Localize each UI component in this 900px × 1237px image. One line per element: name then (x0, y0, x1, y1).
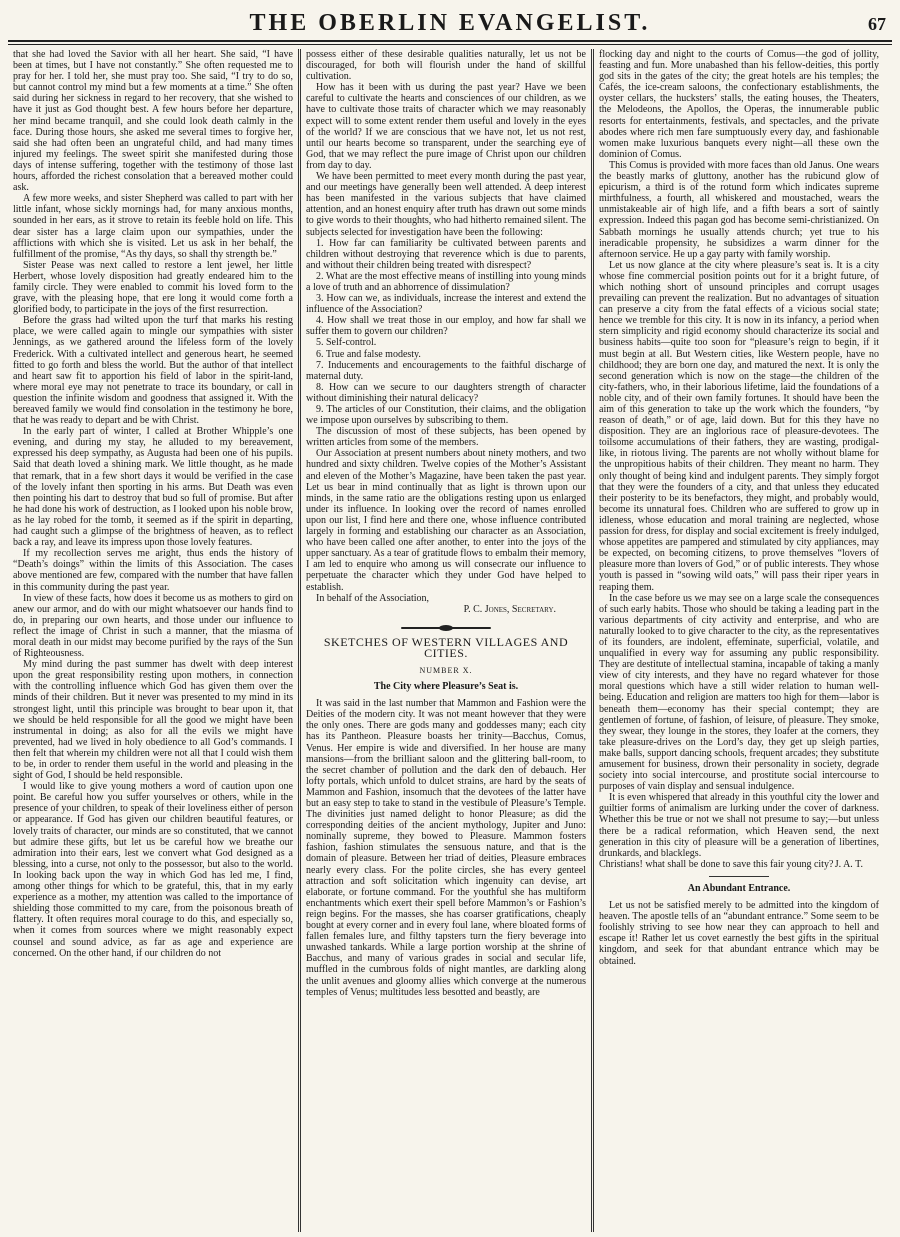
paragraph: Before the grass had wilted upon the turf that marks his resting place, we were called again to mingle our sympathies with sister Jennings, as we gathered around the lifeless form of the lovely Frederick. With a cultivated intellect and generous heart, he seemed fitted to go forth and bless the world. But the author of that intellect and heart saw fit to apportion his field of labor in the spirit-land, where moral eye may not penetrate to trace its boundary, or call in question the infinite wisdom and goodness that assigned it. With the bereaved family we would find consolation in the testimony he bore, that he was ready to depart and be with Christ. (13, 315, 293, 427)
masthead (8, 6, 892, 42)
paragraph: In view of these facts, how does it become us as mothers to gird on anew our armor, and do with our might whatsoever our hands find to do, in preparing our own hearts, and those under our influence to reflect the image of Christ in such a manner, that the miasma of moral death in our midst may become purified by the rays of the Sun of Righteousness. (13, 592, 293, 660)
paragraph: It was said in the last number that Mammon and Fashion were the Deities of the modern city. It was not meant however that they were the only ones. There are gods many and goddesses many; each city has its Pantheon. Pleasure boasts her trinity—Bacchus, Comus, Venus. Her empire is wide and diversified. In her house are many mansions—from the brilliant saloon and the glittering ball-room, to the secret chamber of pollution and the dark den of debauch. Her lofty portals, which unfold to dulcet strains, are hard by the seats of Mammon and Fashion, insomuch that the devotees of the latter have but an easy step to take to stand in the vestibule of Pleasure’s Temple. The divinities just named delight to honor Pleasure; as did the corresponding deities of the ancient mythology, Jupiter and Juno: nominally supreme, they bowed to Pleasure. Mammon fosters fashion, fashion stimulates the sensuous nature, and that is the domain of pleasure. Between her triad of deities, Pleasure embraces nearly every class. For the polite circles, she has every genteel attraction and soft solicitation which ingenuity can devise, art elaborate, or fortune command. For the youthful she has multiform enchantments which exert their spell before Mammon’s or Fashion’s reign begins. For the masses, she has coarser gratifications, cheaply bought at every corner and in every foul lane, where bloated forms of fallen females lure, and filthy tapsters turn the fiery beverage into unwashed tankards. While a large portion worship at the shrine of Bacchus, and many of various grades in social and secular life, muffled in the cumbrous folds of night mantles, are darkling along the unlit avenues and gloomy allies which converge at the numerous temples of Venus; multitudes less besotted and beastly, are (306, 698, 586, 998)
paragraph: This Comus is provided with more faces than old Janus. One wears the beastly marks of gluttony, another has the rubicund glow of epicurism, a third is of the rotund form which indicates supreme mirthfulness, a fourth, all whiskered and moustached, wears the unmistakeable air of high life, and a fifth bears a sort of saintly expression. Indeed this pagan god has become semi-christianized. On Sabbath mornings he usually attends church; yet true to his ineradicable propensity, he subsidizes a warm dinner for the afternoon service. He up a gay party with family worship. (599, 159, 879, 260)
section-title: SKETCHES OF WESTERN VILLAGES AND CITIES. (323, 634, 569, 660)
paragraph: Sister Pease was next called to restore a lent jewel, her little Herbert, whose lovely disposition had greatly endeared him to the family circle. They were enabled to commit his loved form to the grave, with the pleasing hope, that ere long it would come forth a glorified body, to participate in the joys of the first resurrection. (13, 259, 293, 316)
paragraph: The discussion of most of these subjects, has been opened by written articles from some of the members. (306, 426, 586, 449)
closing-text: Christians! what shall be done to save this fair young city? (599, 858, 834, 870)
list-item: 8. How can we secure to our daughters strength of character without diminishing their natural delicacy? (306, 381, 586, 404)
list-item: 5. Self-control. (316, 337, 377, 349)
paragraph: flocking day and night to the courts of Comus—the god of jollity, feasting and fun. More unabashed than his fellow-deities, this portly god sits in the gates of the city; the great hotels are his temples; the Cafés, the ice-cream saloons, the confectionary establishments, the oyster cellars, the hucksters’ stalls, the eating houses, the Theaters, the Melodeons, the Apollos, the Operas, the innumerable public resorts for entertainments, festivals, and spectacles, and the private abodes where rich men fare sumptuously every day, and fashionable women make luxurious banquets every night—all these own the dominion of Comus. (599, 49, 879, 160)
signature-name (306, 604, 586, 615)
list-item: 3. How can we, as individuals, increase the interest and extend the influence of the Association? (306, 293, 586, 316)
paragraph: possess either of these desirable qualities naturally, let us not be discouraged, for both will flourish under the hand of skillful cultivation. (306, 49, 586, 83)
list-item: 2. What are the most effective means of instilling into young minds a love of truth and an abhorrence of dissimulation? (306, 270, 586, 293)
closing-line (599, 859, 879, 870)
paragraph: that she had loved the Savior with all her heart. She said, “I have been at times, but I have not constantly.” She often requested me to pray for her. I told her, she must pray too. She said, “I try to do so, but cannot control my mind but a few moments at a time.” She often said during her sickness in regard to her recovery, that she wished to have it just as God thought best. A few hours before her departure, her mind became tranquil, and she could look death calmly in the face. During those hours, she asked me several times to forgive her, said she had often been an ungrateful child, and had many times injured my feelings. The sweet spirit she manifested during those days of intense suffering, together with the testimony of those last hours, afforded the richest consolation that a bereaved mother could ask. (13, 49, 293, 194)
list-item: 7. Inducements and encouragements to the faithful discharge of maternal duty. (306, 359, 586, 382)
ornamental-divider (401, 625, 491, 631)
paragraph: Our Association at present numbers about ninety mothers, and two hundred and sixty children. Twelve copies of the Mother’s Assistant and eleven of the Mother’s Magazine, have been taken the past year. Let us bear in mind continually that as light is thrown upon our minds, in the same ratio are the obligations resting upon us enlarged under its influence. In looking over the record of names enrolled upon our list, I find here and there one, whose influence contributed largely in forming and establishing our character as an Association, who have been called one after another, to enter into the joys of the upper sanctuary. As a tear of gratitude flows to embalm their memory, I am led to enquire who among us will consecrate our influence to perpetuate the character which they under God have helped to establish. (306, 448, 587, 593)
list-item: 9. The articles of our Constitution, their claims, and the obligation we impose upon ourselves by subscribing to them. (306, 404, 586, 427)
column-3 (594, 49, 884, 1232)
section-rule (709, 876, 769, 877)
masthead-title: THE OBERLIN EVANGELIST. (249, 10, 651, 36)
columns (8, 49, 892, 1232)
paragraph: We have been permitted to meet every month during the past year, and our meetings have generally been well attended. A deep interest has been manifested in the various subjects that have claimed attention, and an honest enquiry after truth has drawn out some minds to give words to their thoughts, who had hitherto remained silent. The subjects selected for investigation have been the following: (306, 171, 586, 238)
paragraph: I would like to give young mothers a word of caution upon one point. Be careful how you suffer yourselves or others, while in the presence of your children, to speak of their loveliness either of person or appearance. If God has given our children beautiful features, or lovely traits of character, our minds are so constituted, that we cannot but admire these gifts, but let us be careful how we breathe our admiration into their ears, lest we convert what God designed as a blessing, into a curse, not only to the possessor, but also to the world. In looking back upon the way in which God has led me, I find, among other things for which to be grateful, this, that in my early experience as a mother, my attention was called to the importance of shielding those committed to my care, from the poisonous breath of flattery. It often requires moral courage to do this, and especially so, when it comes from sources where we might reasonably expect counsel and sound advice, as far as age and experience are concerned. On the other hand, if our children do not (13, 781, 293, 959)
paragraph: A few more weeks, and sister Shepherd was called to part with her little infant, whose sickly mornings had, for many anxious months, sounded in her ears, as it strove to retain its feeble hold on life. This dear sister has a large claim upon our sympathies, under the afflictions with which she is visited. Let us ask in her behalf, the fulfillment of the promise, “As thy days, so shall thy strength be.” (13, 193, 293, 260)
paragraph: In the early part of winter, I called at Brother Whipple’s one evening, and during my stay, he alluded to my bereavement, expressed his deep sympathy, as Augusta had been one of his pupils. Said that death loved a shining mark. We little thought, as he made that remark, that in a few short days it would be verified in the case of the lovely infant then sporting in his arms. But Death was even then pointing his dart to destroy that bud so full of promise. But after he had done his work of destruction, as I looked upon his noble brow, as he lay robed for the tomb, it seemed as if the spirit in departing, had caught such a glimpse of the brightness of heaven, as to reflect back a ray, and leave its impress upon those lovely features. (13, 426, 293, 549)
paragraph: My mind during the past summer has dwelt with deep interest upon the great responsibility resting upon mothers, in connection with the controlling influence which God has given them over the minds of their children. But it never was presented to my mind in its strongest light, until this principle was brought to bear upon it, that we should be held responsible for all the good we might have been instrumental in doing; as also for all the evils we might have prevented, had we lived in holy obedience to all God’s commands. I then felt that wherein my children were not all that I could wish them to be, in order to render them useful in the world and pleasing in the sight of God, I should be held responsible. (13, 659, 293, 782)
paragraph: How has it been with us during the past year? Have we been careful to cultivate the hearts and consciences of our children, as we have to cultivate those traits of character which we may reasonably expect will to some extent render them useful and lovely in the eyes of the world? If we are conscious that we have not, let us not rest, until our hearts become so transparent, under the searching eye of God, that we may reflect the pure image of Christ upon our children from day to day. (306, 82, 586, 171)
list-item: 1. How far can familiarity be cultivated between parents and children without destroying that reverence which is due to parents, and without their children being treated with disrespect? (306, 237, 586, 271)
masthead-rule (8, 44, 892, 45)
author-initials: J. A. T. (834, 858, 863, 870)
list-item: 6. True and false modesty. (316, 348, 421, 360)
list-item: 4. How shall we treat those in our employ, and how far shall we suffer them to govern our children? (306, 315, 586, 338)
signature-name-text: P. C. Jones, Secretary. (463, 603, 556, 615)
paragraph: Let us not be satisfied merely to be admitted into the kingdom of heaven. The apostle tells of an “abundant entrance.” Some seem to be foolishly striving to see how near they can approach to hell and escape it! Rather let us covet earnestly the best gifts in the spiritual kingdom, and seek for that abundant entrance which may be obtained. (599, 900, 879, 967)
column-2 (301, 49, 591, 1232)
paragraph: In the case before us we may see on a large scale the consequences of such early habits. Those who should be taking a leading part in the various departments of city activity and enterprise, and who are naturally looked to to give character to the city, as the representatives of its founders, are indolent, effeminate, superficial, volatile, and unqualified in every way for assuming any public responsibility. They are destitute of intellectual stamina, incapable of taking a manly view of city interests, and they have no regard whatever for those moral questions which have a still wider relation to human well-being. Education and religion are matters too high for them—labor is beneath them—economy has their special contempt; they are gentlemen of fortune, of fashion, of leisure, of pleasure. They smoke, they swear, they lounge in the stores, they loafer at the corners, they take pleasure-drives on the Lord’s day, they get up sleigh parties, make balls, support dancing schools, frequent arcades; they substitute amusement for business, drown their personality in society, degrade society into social intercourse, and prostitute social intercourse to purposes of vain display and sensual indulgence. (599, 592, 879, 793)
subject-list (306, 238, 586, 427)
column-1 (8, 49, 298, 1232)
section-number: NUMBER X. (419, 665, 473, 675)
paragraph: Let us now glance at the city where pleasure’s seat is. It is a city whose fine commercial position points out for it a bright future, of which nothing short of unsound principles and corrupt usages prevailing can prevent the realization. But no advantages of situation can preserve a city from the fatal effects of a vicious social state; hence we tremble for this city. It is now in its infancy, a period when stern simplicity and rigid economy should characterize its social and business habits—quite too soon for “pleasure’s reign to begin, if it must begin at all. But Western cities, like Western people, have no childhood; they are born one day, and matured the next. It is only the second generation which is now on the stage—the children of the city-fathers, who, in their laborious lifetime, laid the foundations of a noble city, and of their own family fortunes. It should have been the aim of this generation to take up the work which the founders, “by reason of death,” or of age, laid down. But for this they have no disposition. They are an inglorious race of pleasure-devotees. The toilsome accumulations of their fathers, they are wasting, prodigal-like, in riotous living. The parents are not wholly without blame for the unpropitious habits of their children. They meant no harm. They only thought of being kind and indulgent parents. They simply forgot that they were the founders of a city, and that unless they educated their posterity to be its benefactors, they might, and probably would, become its unnatural foes. Children who are suffered to grow up in idleness, whose education and moral training are neglected, whose passion for dress, for display and social excitement is freely indulged, whose appetites are pampered and stimulated by city appliances, may be expected, on becoming citizens, to prove themselves “lovers of pleasure more than lovers of God,” or of public interests. They whose youth is passed in “sowing wild oats,” will pass their riper years in reaping them. (599, 259, 879, 593)
article-title: An Abundant Entrance. (687, 882, 791, 894)
section-subtitle: The City where Pleasure’s Seat is. (373, 681, 519, 693)
signature-line: In behalf of the Association, (316, 592, 430, 604)
paragraph: If my recollection serves me aright, thus ends the history of “Death’s doings” within the limits of this Association. The cases above mentioned are few, compared with the number that have fallen in this community during the past year. (13, 548, 293, 593)
page-number: 67 (868, 14, 886, 34)
paragraph: It is even whispered that already in this youthful city the lower and guiltier forms of animalism are lurking under the cover of darkness. Whether this be true or not we shall not presume to say;—but unless there be a radical reformation, which Heaven send, the next generation in this city of pleasure will be a generation of libertines, drunkards, and blacklegs. (599, 792, 879, 859)
